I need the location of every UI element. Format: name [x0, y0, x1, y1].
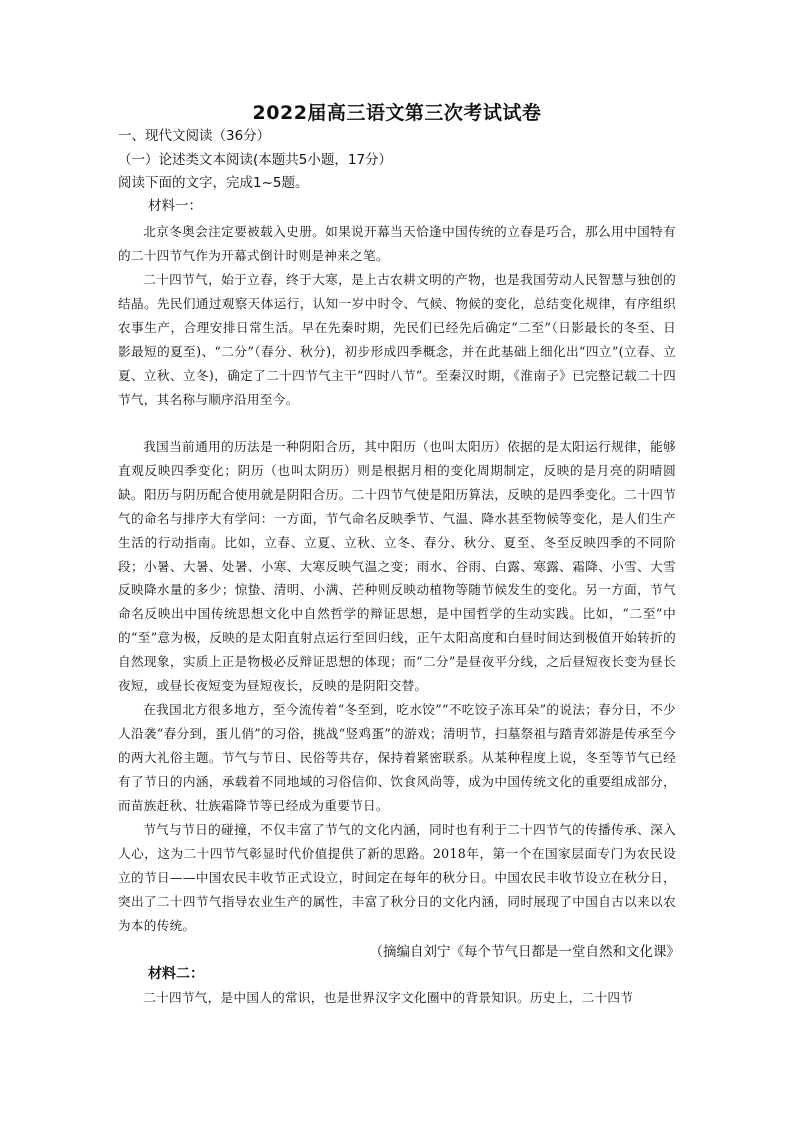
- material-two-paragraph: 二十四节气，是中国人的常识，也是世界汉字文化圈中的背景知识。历史上，二十四节: [143, 990, 634, 1005]
- paragraph-2: 二十四节气，始于立春，终于大寒，是上古农耕文明的产物，也是我国劳动人民智慧与独创的结晶。先民们通过观察天体运行，认知一岁中时令、气候、物候的变化，总结变化规律，有序组织农事生产，合理安排日常生活。早在先秦时期，先民们已经先后确定“二至”（日影最长的冬至、日影最短的夏至)、“二分”（春分、秋分)，初步形成四季概念，并在此基础上细化出“四立”(立春、立夏、立秋、立冬)，确定了二十四节气主干“四时八节”。至秦汉时期，《淮南子》已完整记载二十四节气，其名称与顺序沿用至今。: [118, 272, 676, 407]
- paragraph-5: 节气与节日的碰撞，不仅丰富了节气的文化内涵，同时也有利于二十四节气的传播传承、深入人心，这为二十四节气彰显时代价值提供了新的思路。2018年，第一个在国家层面专门为农民设立的节日——中国农民丰收节正式设立，时间定在每年的秋分日。中国农民丰收节设立在秋分日，突出了二十四节气指导农业生产的属性，丰富了秋分日的文化内涵，同时展现了中国自古以来以农为本的传统。: [118, 822, 676, 933]
- material-two-label: 材料二：: [148, 966, 204, 982]
- material-one-label: 材料一：: [148, 198, 202, 214]
- paragraph-1: 北京冬奥会注定要被载入史册。如果说开幕当天恰逢中国传统的立春是巧合，那么用中国特有的二十四节气作为开幕式倒计时则是神来之笔。: [118, 224, 676, 263]
- paragraph-4: 在我国北方很多地方，至今流传着“冬至到，吃水饺”“不吃饺子冻耳朵”的说法；春分日，不少人沿袭“春分到，蛋儿俏”的习俗，挑战“竖鸡蛋”的游戏；清明节，扫墓祭祖与踏青郊游是传承至今的两大礼俗主题。节气与节日、民俗等共存，保持着紧密联系。从某种程度上说，冬至等节气已经有了节日的内涵，承载着不同地域的习俗信仰、饮食风尚等，成为中国传统文化的重要组成部分，而苗族赶秋、壮族霜降节等已经成为重要节日。: [118, 702, 676, 813]
- subsection-heading: （一）论述类文本阅读(本题共5小题，17分）: [118, 152, 393, 168]
- source-citation: （摘编自刘宁《每个节气日都是一堂自然和文化课》: [369, 944, 680, 960]
- exam-title: 2022届高三语文第三次考试试卷: [252, 102, 542, 124]
- section-heading: 一、现代文阅读（36分）: [118, 128, 271, 144]
- reading-instruction: 阅读下面的文字，完成1~5题。: [118, 175, 309, 191]
- paragraph-3: 我国当前通用的历法是一种阴阳合历，其中阳历（也叫太阳历）依据的是太阳运行规律，能够直观反映四季变化；阴历（也叫太阴历）则是根据月相的变化周期制定，反映的是月亮的阴晴圆缺。阳历与阴历配合使用就是阴阳合历。二十四节气使是阳历算法，反映的是四季变化。二十四节气的命名与排序大有学问：一方面，节气命名反映季节、气温、降水甚至物候等变化，是人们生产生活的行动指南。比如，立春、立夏、立秋、立冬、春分、秋分、夏至、冬至反映四季的不同阶段；小暑、大暑、处暑、小寒、大寒反映气温之变；雨水、谷雨、白露、寒露、霜降、小雪、大雪反映降水量的多少；惊蛰、清明、小满、芒种则反映动植物等随节候发生的变化。另一方面，节气命名反映出中国传统思想文化中自然哲学的辩证思想，是中国哲学的生动实践。比如，“二至”中的“至”意为极，反映的是太阳直射点运行至回归线，正午太阳高度和白昼时间达到极值开始转折的自然现象，实质上正是物极必反辩证思想的体现；而“二分”是昼夜平分线，之后昼短夜长变为昼长夜短，或昼长夜短变为昼短夜长，反映的是阴阳交替。: [118, 439, 676, 694]
